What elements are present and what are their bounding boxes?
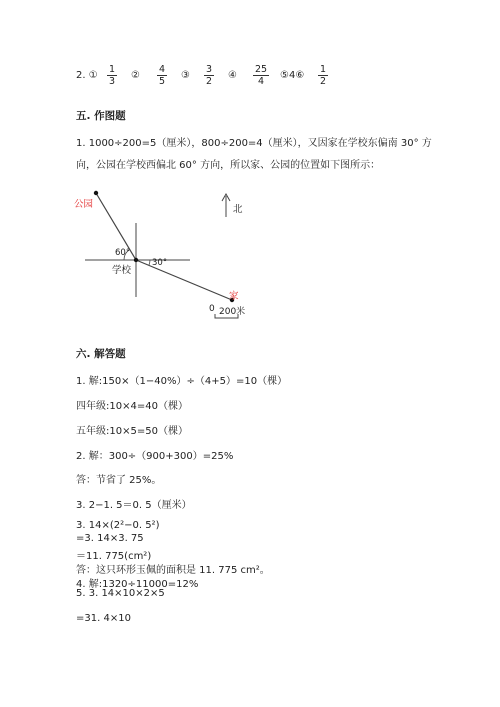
q2-mark-2: ② <box>131 70 140 81</box>
answer-line-12: 5. 3. 14×10×2×5 <box>76 588 165 599</box>
section-6-title: 六. 解答题 <box>76 348 126 360</box>
scale-distance-label: 200米 <box>219 307 246 317</box>
answer-line-8: =3. 14×3. 75 <box>76 533 144 544</box>
fraction-3: $\frac{3}{2}$ <box>206 64 213 87</box>
school-point <box>134 258 138 262</box>
fraction-6: $\frac{1}{2}$ <box>320 64 327 87</box>
answer-line-1: 1. 解:150×（1−40%）÷（4+5）=10（棵） <box>76 376 288 387</box>
section-5-line-1: 1. 1000÷200=5（厘米），800÷200=4（厘米），又因家在学校东偏南 30° 方 <box>76 138 432 149</box>
home-label: 家 <box>229 291 239 302</box>
answer-line-3: 五年级:10×5=50（棵） <box>76 426 188 437</box>
answer-line-9: ＝11. 775(cm²) <box>76 551 152 562</box>
fraction-4: $\frac{25}{4}$ <box>255 64 268 87</box>
answer-line-6: 3. 2−1. 5＝0. 5（厘米） <box>76 500 192 511</box>
answer-line-11: 4. 解:1320÷11000=12% <box>76 579 199 590</box>
section-5-title: 五. 作图题 <box>76 110 126 122</box>
answer-line-13: =31. 4×10 <box>76 613 131 624</box>
angle-60-label: 60° <box>115 248 131 258</box>
school-label: 学校 <box>112 265 132 276</box>
line-to-home <box>136 260 232 300</box>
park-point <box>94 191 98 195</box>
section-5-line-2: 向，公园在学校西偏北 60° 方向，所以家、公园的位置如下图所示： <box>76 160 381 171</box>
fraction-1: $\frac{1}{3}$ <box>109 64 116 87</box>
q2-mark-5-6: ⑤4⑥ <box>280 70 305 81</box>
q2-lead: 2. ① <box>76 70 98 81</box>
fraction-2: $\frac{4}{5}$ <box>159 64 166 87</box>
answer-line-7: 3. 14×(2²−0. 5²) <box>76 520 160 531</box>
angle-30-label: 30° <box>152 258 168 268</box>
q2-mark-3: ③ <box>181 70 190 81</box>
answer-line-5: 答：节省了 25%。 <box>76 475 162 486</box>
answer-line-4: 2. 解：300÷（900+300）=25% <box>76 451 234 462</box>
scale-zero-label: 0 <box>209 304 215 314</box>
north-label: 北 <box>233 204 243 215</box>
answer-line-2: 四年级:10×4=40（棵） <box>76 401 188 412</box>
park-label: 公园 <box>74 199 94 210</box>
angle-arc-east <box>149 260 150 265</box>
answer-line-10: 答：这只环形玉佩的面积是 11. 775 cm²。 <box>76 565 270 576</box>
q2-mark-4: ④ <box>228 70 237 81</box>
